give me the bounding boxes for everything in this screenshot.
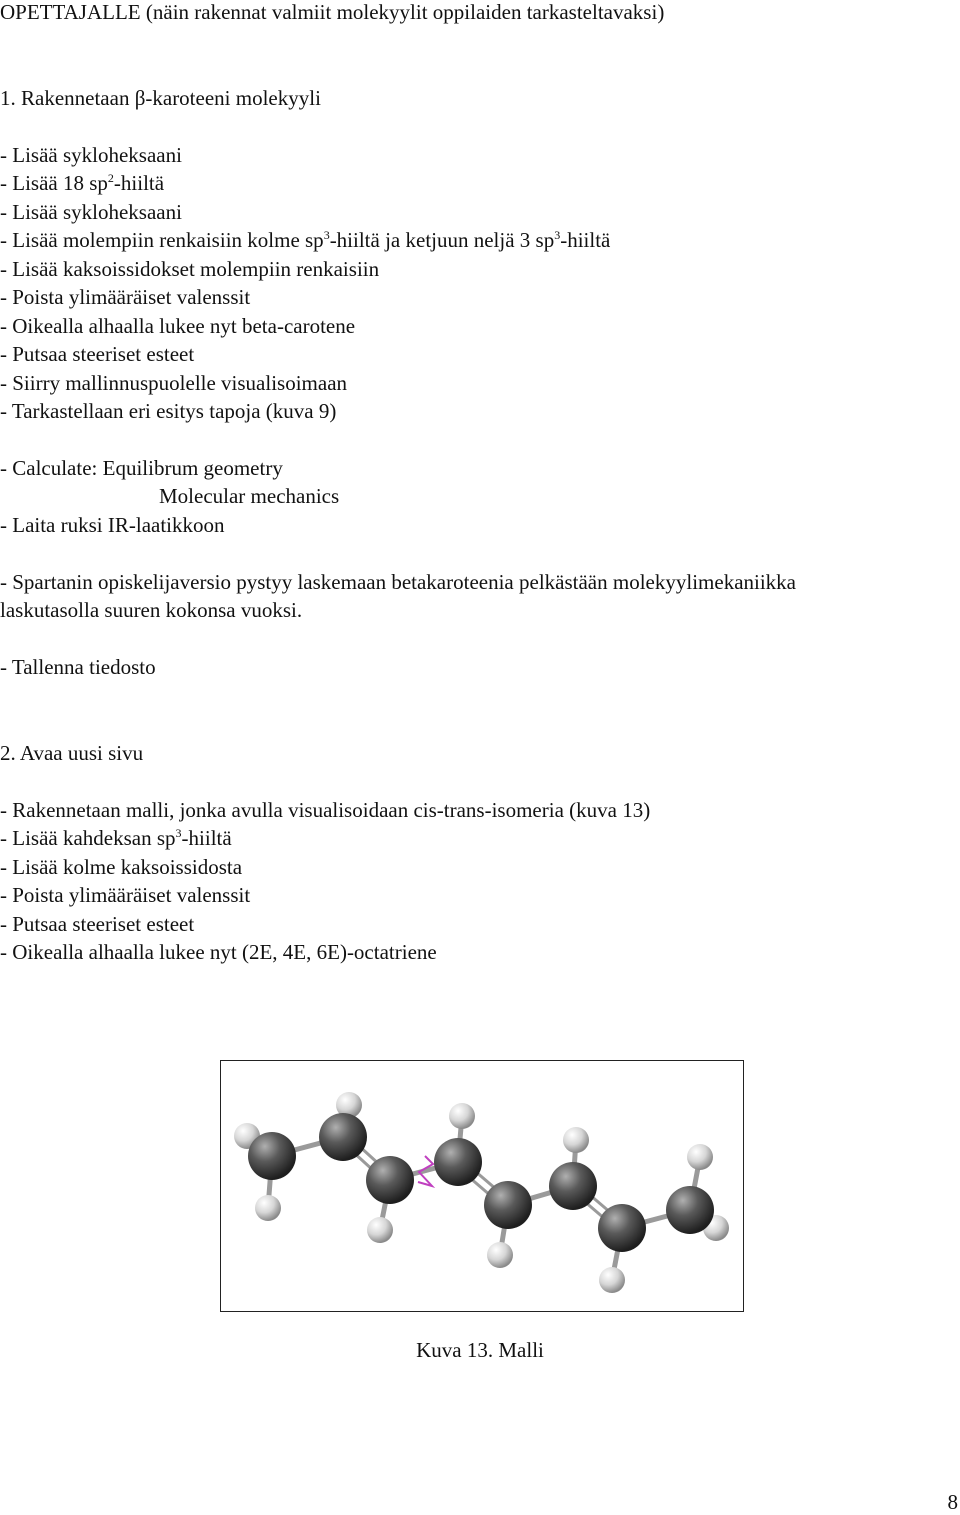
carbon-atom [484,1181,532,1229]
step-line: - Tarkastellaan eri esitys tapoja (kuva 9) [0,399,337,423]
step-line: - Siirry mallinnuspuolelle visualisoimaan [0,371,348,395]
hydrogen-atom [487,1242,513,1268]
page-header: OPETTAJALLE (näin rakennat valmiit molekyylit oppilaiden tarkasteltavaksi) [0,0,665,24]
step-line [0,826,232,850]
molecule-figure [220,1060,744,1312]
step-line: - Lisää sykloheksaani [0,200,182,224]
calculate-line: - Calculate: Equilibrum geometry [0,456,283,480]
step-line: - Oikealla alhaalla lukee nyt (2E, 4E, 6E)-octatriene [0,940,437,964]
step-line: - Lisää kolme kaksoissidosta [0,855,243,879]
step-line: - Oikealla alhaalla lukee nyt beta-carotene [0,314,356,338]
step-line: - Putsaa steeriset esteet [0,342,195,366]
ir-box-line: - Laita ruksi IR-laatikkoon [0,513,225,537]
step-line [0,171,164,195]
step-text: -hiiltä ja ketjuun neljä 3 sp [329,228,555,252]
hydrogen-atom [449,1103,475,1129]
step-text: - Lisää molempiin renkaisiin kolme sp [0,228,324,252]
carbon-atom [366,1156,414,1204]
step-text: -hiiltä [113,171,165,195]
carbon-atom [434,1138,482,1186]
step-line: - Poista ylimääräiset valenssit [0,285,251,309]
carbon-atom [549,1162,597,1210]
carbon-atom [319,1113,367,1161]
step-line: - Putsaa steeriset esteet [0,912,195,936]
carbon-atom [598,1204,646,1252]
step-line: - Lisää sykloheksaani [0,143,182,167]
figure-frame [221,1061,744,1312]
carbon-atom [248,1132,296,1180]
step-line: - Lisää kaksoissidokset molempiin renkaisiin [0,257,380,281]
superscript: 3 [175,826,182,840]
step-text: -hiiltä [560,228,611,252]
note-line: - Spartanin opiskelijaversio pystyy laskemaan betakaroteenia pelkästään molekyylimekaniikka [0,570,797,594]
page-number: 8 [947,1490,958,1514]
superscript: 3 [323,228,330,242]
hydrogen-atom [367,1217,393,1243]
hydrogen-atom [599,1267,625,1293]
note-line: laskutasolla suuren kokonsa vuoksi. [0,598,303,622]
hydrogen-atom [563,1127,589,1153]
step-text: -hiiltä [181,826,232,850]
step-text: - Lisää kahdeksan sp [0,826,176,850]
section-2-heading: 2. Avaa uusi sivu [0,741,144,765]
step-line [0,228,610,252]
calculate-sub-line: Molecular mechanics [159,484,340,508]
save-line: - Tallenna tiedosto [0,655,156,679]
step-text: - Lisää 18 sp [0,171,108,195]
section-1-heading: 1. Rakennetaan β-karoteeni molekyyli [0,86,321,110]
superscript: 3 [554,228,561,242]
hydrogen-atom [687,1144,713,1170]
figure-caption: Kuva 13. Malli [416,1338,544,1362]
step-line: - Poista ylimääräiset valenssit [0,883,251,907]
carbon-atom [666,1186,714,1234]
hydrogen-atom [255,1195,281,1221]
superscript: 2 [107,171,114,185]
step-line: - Rakennetaan malli, jonka avulla visualisoidaan cis-trans-isomeria (kuva 13) [0,798,651,822]
